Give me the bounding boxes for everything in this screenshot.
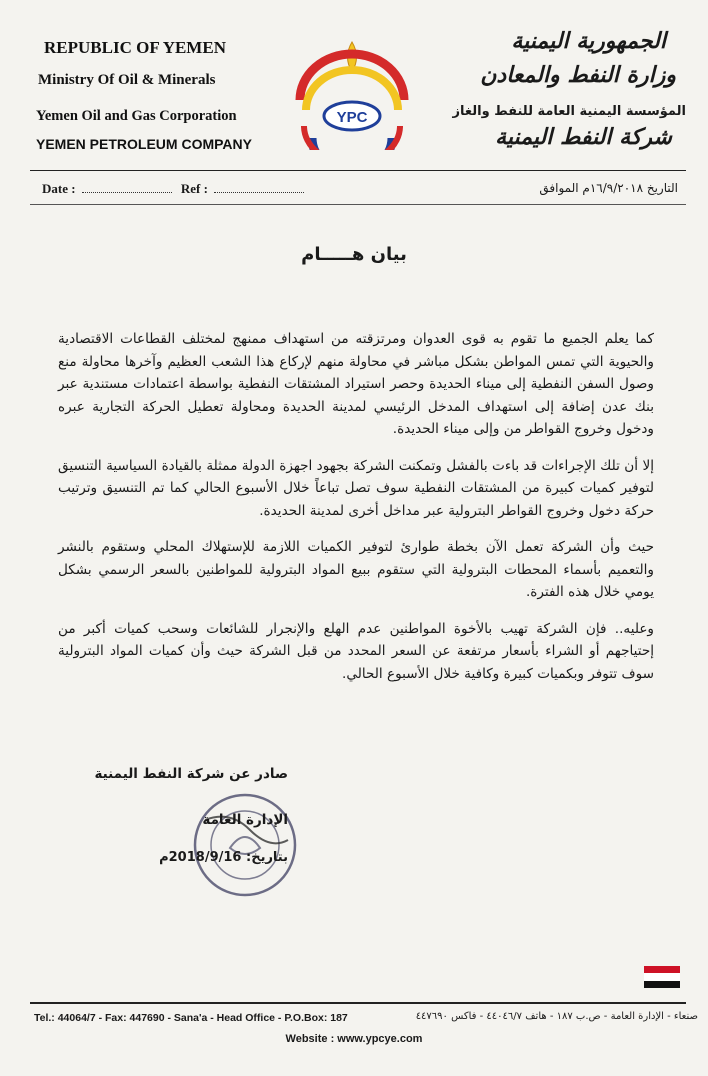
header-divider [30, 170, 686, 171]
footer-contact-ar: صنعاء - الإدارة العامة - ص.ب ١٨٧ - هاتف ٤٤٠٤٦/٧ - فاكس ٤٤٧٦٩٠ [415, 1011, 698, 1022]
document-title: بيان هـــــام [301, 244, 407, 265]
footer-contact-en: Tel.: 44064/7 - Fax: 447690 - Sana'a - Head Office - P.O.Box: 187 [34, 1012, 348, 1024]
date-label: Date : [42, 181, 76, 196]
date-blank [82, 182, 172, 193]
en-corporation: Yemen Oil and Gas Corporation [36, 108, 237, 124]
ypc-logo-icon [292, 38, 412, 150]
ar-company: شركة النفط اليمنية [495, 124, 672, 150]
date-ref-line [42, 181, 310, 197]
ar-ministry: وزارة النفط والمعادن [480, 62, 676, 88]
paragraph-4: وعليه.. فإن الشركة تهيب بالأخوة المواطنين عدم الهلع والإنجرار للشائعات وسحب كميات أكبر من إحتياجهم أو الشراء بأسعار مرتفعة عن السعر المحدد من قبل الشركة حيث وأن كميات المواد البترولية سوف تتوفر وبكميات كبيرة وكافية خلال الأسبوع الحالي. [58, 620, 654, 682]
en-ministry: Ministry Of Oil & Minerals [38, 72, 216, 88]
paragraph-1: كما يعلم الجميع ما تقوم به قوى العدوان ومرتزقته من استهداف ممنهج لمختلف القطاعات الاقتصادية والحيوية التي تمس المواطن بشكل مباشر في محاولة منهم لإركاع هذا الشعب العظيم وآخرها محاولة منع وصول السفن النفطية إلى ميناء الحديدة وحصر استيراد المشتقات النفطية بواسطة اعتمادات مستندية عبر بنك عدن إضافة إلى استهداف المدخل الرئيسي لمدينة الحديدة ومحاولة تعطيل الحركة التجارية عبره ودخول وخروج القواطر من وإلى ميناء الحديدة. [58, 331, 654, 437]
statement-body [58, 328, 654, 699]
flag-black-stripe [644, 981, 680, 988]
paragraph-3: حيث وأن الشركة تعمل الآن بخطة طوارئ لتوفير الكميات اللازمة للإستهلاك المحلي وستقوم بالنشر والتعميم بأسماء المحطات البترولية التي ستقوم ببيع المواد البترولية للمواطنين بالسعر الرسمي بشكل يومي خلال هذه الفترة. [58, 539, 654, 600]
ref-label: Ref : [180, 181, 208, 196]
yemen-flag-icon [644, 966, 680, 988]
official-stamp-icon [190, 790, 300, 900]
ar-corporation: المؤسسة اليمنية العامة للنفط والغاز [452, 104, 686, 119]
en-country: REPUBLIC OF YEMEN [44, 38, 226, 57]
paragraph-2: إلا أن تلك الإجراءات قد باءت بالفشل وتمكنت الشركة بجهود اجهزة الدولة ممثلة بالقيادة السياسية التنسيق لتوفير كميات كبيرة من المشتقات النفطية سوف تصل تباعاً خلال الأسبوع الحالي كما تم التنسيق وترتيب حركة دخول وخروج القواطر البترولية عبر مداخل أخرى لمدينة الحديدة. [58, 457, 654, 519]
meta-divider [30, 204, 686, 205]
en-company: YEMEN PETROLEUM COMPANY [36, 136, 252, 152]
ref-blank [214, 182, 304, 193]
footer-divider [30, 1002, 686, 1004]
issuer-line: صادر عن شركة النفط اليمنية [94, 766, 288, 782]
ar-date-line: التاريخ ١٦/٩/٢٠١٨م الموافق [539, 181, 678, 195]
issue-date: بتاريخ: 2018/9/16م [159, 850, 288, 865]
logo-text: YPC [336, 109, 368, 126]
flag-white-stripe [644, 973, 680, 980]
flag-red-stripe [644, 966, 680, 973]
footer-website: Website : www.ypcye.com [285, 1033, 423, 1045]
ar-country: الجمهورية اليمنية [511, 28, 666, 54]
department-line: الإدارة العامة [202, 812, 288, 828]
